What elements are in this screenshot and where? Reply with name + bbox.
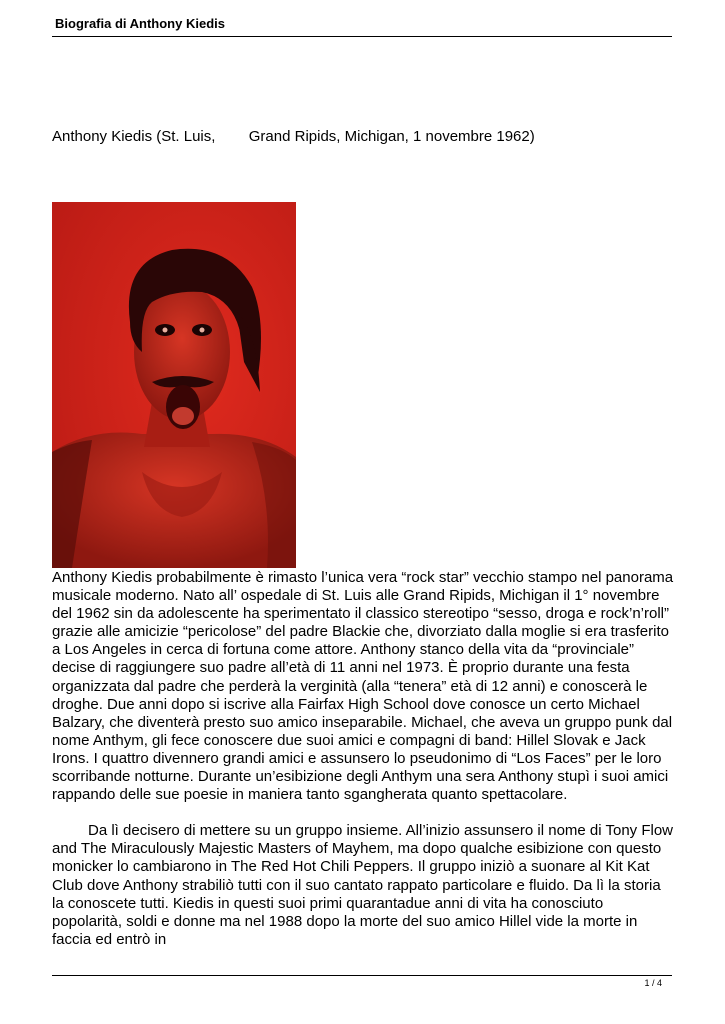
subtitle-line: Anthony Kiedis (St. Luis, Grand Ripids, Michigan, 1 novembre 1962) [52,128,535,145]
paragraph-2: Da lì decisero di mettere su un gruppo insieme. All’inizio assunsero il nome di Tony Flow and The Miraculously Majestic Masters of Mayhem, ma dopo qualche esibizione con questo monicker lo cambiarono in The Red Hot Chili Peppers. Il gruppo iniziò a suonare al Kit Kat Club dove Anthony strabiliò tutti con il suo cantato rappato particolare e fluido. Da lì la storia la conoscete tutti. Kiedis in questi suoi primi quarantadue anni di vita ha conosciuto popolarità, soldi e donne ma nel 1988 dopo la morte del suo amico Hillel vide la morte in faccia ed entrò in [52,822,674,948]
portrait-photo [52,202,296,568]
header-divider [52,36,672,37]
biography-body [52,569,674,949]
paragraph-1: Anthony Kiedis probabilmente è rimasto l’unica vera “rock star” vecchio stampo nel panorama musicale moderno. Nato all’ ospedale di St. Luis alle Grand Ripids, Michigan il 1° novembre del 1962 sin da adolescente ha sperimentato il classico stereotipo “sesso, droga e rock’n’roll” grazie alle amicizie “pericolose” del padre Blackie che, divorziato dalla moglie si era trasferito a Los Angeles in cerca di fortuna come attore. Anthony stanco della vita da “provinciale” decise di raggiungere suo padre all’età di 11 anni nel 1973. È proprio durante una festa organizzata dal padre che perderà la verginità (alla “tenera” età di 12 anni) e conoscerà le droghe. Due anni dopo si iscrive alla Fairfax High School dove conosce un certo Michael Balzary, che diventerà presto suo amico inseparabile. Michael, che aveva un gruppo punk dal nome Anthym, gli fece conoscere due suoi amici e compagni di band: Hillel Slovak e Jack Irons. I quattro divennero grandi amici e assunsero lo pseudonimo di “Los Faces” per le loro scorribande notturne. Durante un’esibizione degli Anthym una sera Anthony stupì i suoi amici rappando delle sue poesie in maniera tanto sgangherata quanto spettacolare. [52,569,674,804]
page-number: 1 / 4 [644,978,662,988]
footer-divider [52,975,672,976]
document-header-title: Biografia di Anthony Kiedis [55,16,225,31]
portrait-photo-icon [52,202,296,568]
